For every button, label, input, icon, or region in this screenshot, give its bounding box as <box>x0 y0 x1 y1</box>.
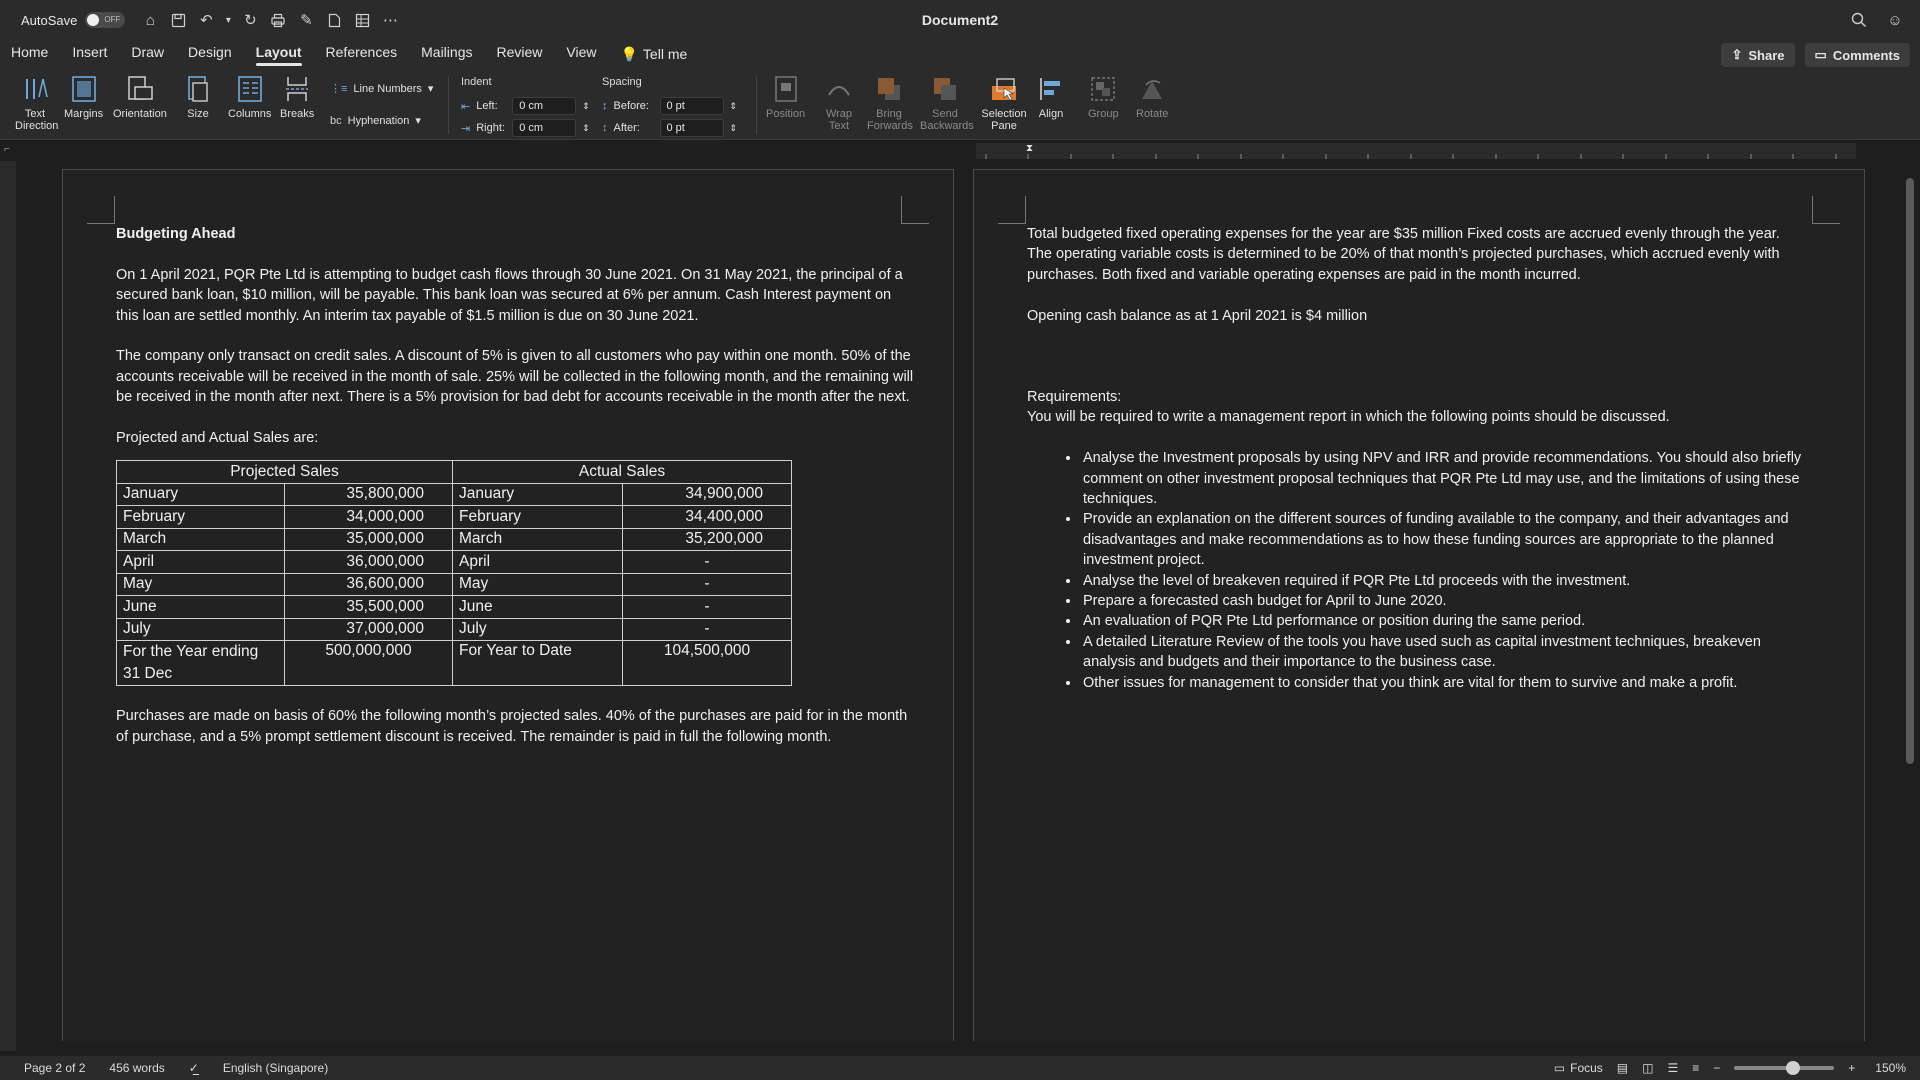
ruler-ticks <box>976 143 1856 159</box>
page-1-content[interactable] <box>116 224 916 768</box>
tab-references[interactable]: References <box>325 44 398 60</box>
autosave-toggle[interactable] <box>85 12 125 28</box>
vertical-scrollbar[interactable] <box>1906 178 1914 764</box>
actual-value-cell: - <box>623 573 792 596</box>
margins-button[interactable] <box>64 74 103 120</box>
actual-value-cell: - <box>623 551 792 574</box>
columns-icon <box>235 74 265 104</box>
more-icon[interactable]: ⋯ <box>382 12 398 29</box>
columns-label: Columns <box>228 108 272 120</box>
requirements-intro: You will be required to write a management report in which the following points should be discussed. <box>1027 409 1670 426</box>
title-bar <box>0 0 1920 40</box>
wrap-text-button[interactable] <box>822 74 856 132</box>
text-direction-label: Text Direction <box>15 108 59 132</box>
share-label: Share <box>1748 47 1785 63</box>
projected-value-cell: 35,500,000 <box>285 596 453 619</box>
table-row <box>117 596 792 619</box>
selection-pane-icon <box>989 74 1019 104</box>
send-backwards-button[interactable] <box>920 74 974 132</box>
indent-marker-icon[interactable]: ⧗ <box>1026 143 1034 154</box>
list-item: • A detailed Literature Review of the tools you have used such as capital investment techniques, breakeven analysis and budgets and their importance to the business case. <box>1081 632 1807 673</box>
paragraph: Purchases are made on basis of 60% the following month’s projected sales. 40% of the purchases are paid for in the month of purchase, and a 5% prompt settlement discount is received. The remainder is paid in full the following month. <box>116 708 908 745</box>
outline-view-icon[interactable]: ☰ <box>1667 1061 1679 1075</box>
group-label: Group <box>1088 108 1119 120</box>
list-item: • Prepare a forecasted cash budget for April to June 2020. <box>1081 591 1807 611</box>
spinner-icon[interactable]: ⇕ <box>729 100 738 111</box>
paragraph: The company only transact on credit sales. A discount of 5% is given to all customers who pay within one month. 50% of the accounts receivable will be received in the month of sale. 25% will be collected in the following month, and the remaining will be received in the month after next. There is a 5% provision for bad debt for accounts receivable in the month after the next. <box>116 348 914 406</box>
undo-dropdown-icon[interactable]: ▾ <box>225 14 231 26</box>
focus-label: Focus <box>1570 1061 1603 1075</box>
table-icon[interactable] <box>351 9 373 31</box>
size-icon <box>183 74 213 104</box>
zoom-level[interactable]: 150% <box>1875 1061 1906 1075</box>
spinner-icon[interactable]: ⇕ <box>582 100 590 111</box>
projected-month-cell: July <box>117 618 285 641</box>
web-layout-icon[interactable]: ◫ <box>1642 1061 1654 1075</box>
focus-icon: ▭ <box>1553 1061 1566 1075</box>
margins-label: Margins <box>64 108 104 120</box>
crop-mark <box>998 196 1026 224</box>
align-icon <box>1036 74 1066 104</box>
chevron-down-icon: ▾ <box>415 115 421 127</box>
align-label: Align <box>1038 108 1064 120</box>
proofing-icon[interactable]: ✓̲ <box>188 1061 199 1075</box>
document-heading: Budgeting Ahead <box>116 226 236 242</box>
position-icon <box>771 74 801 104</box>
margins-icon <box>69 74 99 104</box>
wrap-text-icon <box>824 74 854 104</box>
requirements-list <box>1081 448 1807 693</box>
align-button[interactable] <box>1036 74 1066 120</box>
tab-design[interactable]: Design <box>188 44 232 60</box>
sales-table[interactable] <box>116 460 792 686</box>
spacing-after-input[interactable]: 0 pt <box>660 119 724 137</box>
document-canvas[interactable] <box>16 161 1904 1041</box>
edit-icon[interactable]: ✎ <box>300 12 313 29</box>
tab-selector-icon[interactable]: ⌐ <box>4 144 10 155</box>
line-numbers-label: Line Numbers <box>353 82 422 95</box>
undo-icon[interactable]: ↶ <box>200 12 213 29</box>
table-header-row <box>117 461 792 484</box>
actual-month-cell: May <box>453 573 623 596</box>
tab-insert[interactable]: Insert <box>72 44 108 60</box>
table-row <box>117 641 792 686</box>
document-title: Document2 <box>921 12 999 28</box>
send-backwards-icon <box>930 74 960 104</box>
actual-month-cell: January <box>453 483 623 506</box>
actual-month-cell: For Year to Date <box>453 641 623 686</box>
search-icon[interactable] <box>1848 9 1870 31</box>
hyphenation-button[interactable] <box>330 114 421 127</box>
actual-month-cell: April <box>453 551 623 574</box>
ribbon-layout <box>0 68 1920 140</box>
tab-layout[interactable]: Layout <box>244 40 314 68</box>
bring-forwards-icon <box>874 74 904 104</box>
projected-value-cell: 36,600,000 <box>285 573 453 596</box>
rotate-label: Rotate <box>1136 108 1169 120</box>
redo-icon[interactable]: ↻ <box>244 12 257 29</box>
lightbulb-icon: 💡 <box>620 46 638 62</box>
projected-month-cell: May <box>117 573 285 596</box>
zoom-in-icon[interactable]: + <box>1848 1061 1856 1075</box>
projected-sales-header: Projected Sales <box>117 461 453 484</box>
comments-label: Comments <box>1832 47 1900 63</box>
columns-button[interactable] <box>228 74 271 120</box>
spacing-before-icon: ↕ <box>602 100 608 112</box>
tell-me-label: Tell me <box>642 46 688 62</box>
table-row <box>117 618 792 641</box>
actual-value-cell: 35,200,000 <box>623 528 792 551</box>
crop-mark <box>901 196 929 224</box>
comment-icon: ▭ <box>1814 47 1827 62</box>
ribbon-separator <box>448 76 449 134</box>
indent-right-row <box>461 119 590 137</box>
requirements-title: Requirements: <box>1027 389 1122 406</box>
ruler-strip[interactable] <box>976 143 1856 159</box>
size-button[interactable] <box>183 74 213 120</box>
save-icon[interactable] <box>167 9 189 31</box>
actual-month-cell: March <box>453 528 623 551</box>
draft-view-icon[interactable]: ≡ <box>1692 1061 1700 1075</box>
table-row <box>117 573 792 596</box>
indent-right-input[interactable]: 0 cm <box>512 119 576 137</box>
crop-mark <box>87 196 115 224</box>
status-bar <box>0 1056 1920 1080</box>
ribbon-tabs <box>0 40 1920 68</box>
line-numbers-button[interactable] <box>330 82 433 95</box>
share-icon: ⇪ <box>1731 47 1743 62</box>
orientation-button[interactable] <box>113 74 167 120</box>
spacing-group-label: Spacing <box>602 76 642 88</box>
list-item: • Analyse the Investment proposals by using NPV and IRR and provide recommendations. You should also briefly comment on other investment proposal techniques that PQR Pte Ltd may use, and the limitations of using these techniques. <box>1081 448 1807 509</box>
bring-forwards-label: Bring Forwards <box>867 108 913 132</box>
spacing-after-label: After: <box>613 122 640 134</box>
selection-pane-label: Selection Pane <box>981 108 1027 132</box>
crop-mark <box>1812 196 1840 224</box>
spacing-after-icon: ↕ <box>602 122 608 134</box>
actual-value-cell: 34,400,000 <box>623 506 792 529</box>
projected-month-cell: For the Year ending 31 Dec <box>117 641 285 686</box>
table-row <box>117 551 792 574</box>
tab-review[interactable]: Review <box>496 44 543 60</box>
tab-draw[interactable]: Draw <box>131 44 165 60</box>
hyphenation-label: Hyphenation <box>347 114 410 127</box>
breaks-button[interactable] <box>280 74 314 120</box>
comments-button[interactable] <box>1805 43 1910 67</box>
orientation-icon <box>125 74 155 104</box>
language-indicator[interactable]: English (Singapore) <box>222 1061 329 1075</box>
vertical-ruler[interactable] <box>0 161 16 1051</box>
page-count[interactable]: Page 2 of 2 <box>24 1061 86 1075</box>
paragraph: Total budgeted fixed operating expenses for the year are $35 million Fixed costs are accrued evenly through the year. The operating variable costs is determined to be 20% of that month’s projected purchases, which accrued evenly with purchases. Both fixed and variable operating expenses are paid in the month incurred. <box>1027 226 1780 283</box>
list-item: • An evaluation of PQR Pte Ltd performance or position during the same period. <box>1081 611 1807 631</box>
rotate-button[interactable] <box>1136 74 1168 120</box>
spacing-before-label: Before: <box>613 100 649 112</box>
home-icon[interactable]: ⌂ <box>145 11 155 29</box>
tab-mailings[interactable]: Mailings <box>421 44 473 60</box>
actual-value-cell: 104,500,000 <box>623 641 792 686</box>
position-label: Position <box>766 108 806 120</box>
list-item: • Analyse the level of breakeven required if PQR Pte Ltd proceeds with the investment. <box>1081 571 1807 591</box>
projected-month-cell: January <box>117 483 285 506</box>
actual-month-cell: June <box>453 596 623 619</box>
actual-month-cell: February <box>453 506 623 529</box>
projected-month-cell: March <box>117 528 285 551</box>
selection-pane-button[interactable] <box>980 74 1028 132</box>
projected-month-cell: February <box>117 506 285 529</box>
actual-value-cell: - <box>623 618 792 641</box>
page-2[interactable] <box>973 169 1865 1041</box>
send-backwards-label: Send Backwards <box>920 108 974 132</box>
indent-right-label: Right: <box>476 122 505 134</box>
projected-month-cell: June <box>117 596 285 619</box>
hyphenation-icon: bc <box>330 114 342 127</box>
new-document-icon[interactable] <box>323 9 345 31</box>
autosave-state: OFF <box>104 15 121 24</box>
zoom-slider-thumb[interactable] <box>1786 1061 1800 1075</box>
chevron-down-icon: ▾ <box>427 83 434 95</box>
indent-left-input[interactable]: 0 cm <box>512 97 576 115</box>
breaks-icon <box>282 74 312 104</box>
account-icon[interactable]: ☺ <box>1887 11 1903 29</box>
size-label: Size <box>187 108 209 120</box>
orientation-label: Orientation <box>113 108 167 120</box>
wrap-text-label: Wrap Text <box>825 108 853 132</box>
indent-group-label: Indent <box>461 76 492 88</box>
table-row <box>117 506 792 529</box>
projected-value-cell: 37,000,000 <box>285 618 453 641</box>
projected-value-cell: 500,000,000 <box>285 641 453 686</box>
horizontal-ruler[interactable] <box>0 141 1920 161</box>
spinner-icon[interactable]: ⇕ <box>582 122 590 133</box>
breaks-label: Breaks <box>280 108 315 120</box>
share-button[interactable] <box>1721 43 1794 67</box>
page-2-content[interactable] <box>1027 224 1807 693</box>
indent-left-row <box>461 97 590 115</box>
projected-value-cell: 36,000,000 <box>285 551 453 574</box>
group-button[interactable] <box>1088 74 1119 120</box>
quick-access-toolbar <box>139 9 401 31</box>
tab-home[interactable]: Home <box>11 44 49 60</box>
paragraph: Projected and Actual Sales are: <box>116 430 319 447</box>
paragraph: Opening cash balance as at 1 April 2021 is $4 million <box>1027 307 1368 324</box>
spinner-icon[interactable]: ⇕ <box>729 122 738 133</box>
actual-sales-header: Actual Sales <box>453 461 792 484</box>
print-icon[interactable] <box>267 9 289 31</box>
projected-value-cell: 35,000,000 <box>285 528 453 551</box>
rotate-icon <box>1137 74 1167 104</box>
indent-left-icon: ⇤ <box>461 100 471 113</box>
projected-value-cell: 34,000,000 <box>285 506 453 529</box>
ribbon-separator <box>756 76 757 134</box>
tab-view[interactable]: View <box>566 44 597 60</box>
word-count[interactable]: 456 words <box>109 1061 165 1075</box>
paragraph: On 1 April 2021, PQR Pte Ltd is attempting to budget cash flows through 30 June 2021. On 31 May 2021, the principal of a secured bank loan, $10 million, will be payable. This bank loan was secured at 6% per annum. Cash Interest payment on this loan are settled monthly. An interim tax payable of $1.5 million is due on 30 June 2021. <box>116 266 903 324</box>
text-direction-button[interactable] <box>10 74 60 132</box>
autosave-control[interactable] <box>21 12 125 28</box>
toggle-knob <box>87 14 99 26</box>
spacing-before-row <box>602 97 737 115</box>
actual-month-cell: July <box>453 618 623 641</box>
projected-value-cell: 35,800,000 <box>285 483 453 506</box>
zoom-out-icon[interactable]: − <box>1713 1061 1721 1075</box>
projected-month-cell: April <box>117 551 285 574</box>
spacing-after-row <box>602 119 737 137</box>
spacing-before-input[interactable]: 0 pt <box>660 97 724 115</box>
autosave-label: AutoSave <box>21 12 78 28</box>
tab-tell-me[interactable] <box>608 40 699 68</box>
focus-button[interactable] <box>1554 1061 1603 1075</box>
actual-value-cell: 34,900,000 <box>623 483 792 506</box>
table-row <box>117 528 792 551</box>
indent-right-icon: ⇥ <box>461 122 471 135</box>
table-row <box>117 483 792 506</box>
list-item: • Provide an explanation on the different sources of funding available to the company, and their advantages and disadvantages and make recommendations as to how these funding sources are appropriate to the planned investment project. <box>1081 509 1807 570</box>
print-layout-icon[interactable]: ▤ <box>1616 1061 1629 1075</box>
zoom-slider[interactable] <box>1734 1066 1834 1070</box>
position-button[interactable] <box>766 74 805 120</box>
bring-forwards-button[interactable] <box>867 74 911 132</box>
indent-left-label: Left: <box>476 100 498 112</box>
list-item: • Other issues for management to consider that you think are vital for them to survive and make a profit. <box>1081 673 1807 693</box>
text-direction-icon <box>20 74 50 104</box>
group-icon <box>1088 74 1118 104</box>
actual-value-cell: - <box>623 596 792 619</box>
line-numbers-icon: ⋮≡ <box>330 83 348 95</box>
page-1[interactable] <box>62 169 954 1041</box>
